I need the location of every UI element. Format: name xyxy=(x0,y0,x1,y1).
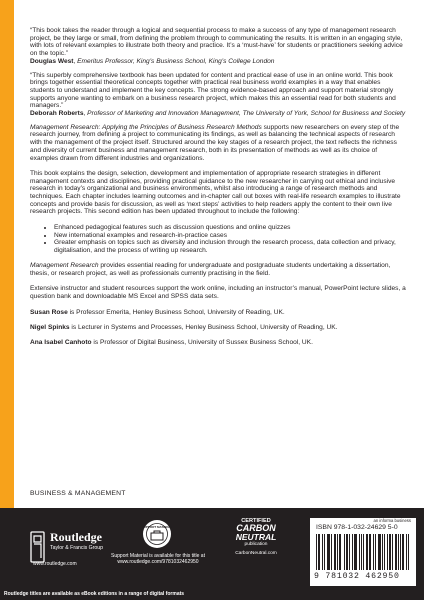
support-material-badge-icon xyxy=(142,519,172,549)
support-material-note: Support Material is available for this title at www.routledge.com/9781032462950 xyxy=(111,553,205,565)
barcode-bar xyxy=(369,534,370,570)
barcode-bar xyxy=(318,534,319,570)
barcode-bar xyxy=(322,534,323,570)
carbon-neutral-badge xyxy=(226,518,286,556)
support-badge-label: SUPPORT MATERIAL xyxy=(142,525,172,529)
feature-item: • Greater emphasis on topics such as diversity and inclusion through the research process, data collection and privacy, digitalisation, and the process of writing up research. xyxy=(54,239,406,254)
barcode-bar xyxy=(367,534,368,570)
barcode-bar xyxy=(356,534,357,570)
barcode-bar xyxy=(375,534,376,570)
feature-item: • New international examples and research-in-practice cases xyxy=(54,232,406,240)
author-bio-text: is Lecturer in Systems and Processes, Henley Business School, University of Reading, UK. xyxy=(69,323,338,331)
barcode-bar xyxy=(398,534,399,570)
barcode-bar xyxy=(352,534,353,570)
author-bio-text: is Professor of Digital Business, University of Sussex Business School, UK. xyxy=(91,339,313,347)
carbon-certified: CERTIFIED xyxy=(241,518,271,524)
quote-1: “This book takes the reader through a logical and sequential process to make a success of any type of management research project, be they large or small, from defining the problem through to communicating the results. It is written in an engaging style, with lots of relevant examples to illustrate both theory and practice. It’s a ‘must-have’ for students or practitioners seeking advice on the topic.” Douglas West, Emeritus Professor, King’s Business School, King’s College London xyxy=(30,27,403,65)
author-name: Susan Rose xyxy=(30,308,68,316)
barcode-panel xyxy=(310,518,416,586)
routledge-mark-icon xyxy=(30,530,45,564)
barcode-bar xyxy=(387,534,388,570)
barcode-bar xyxy=(380,534,381,570)
barcode-bar xyxy=(382,534,383,570)
author-bio-text: is Professor Emerita, Henley Business School, University of Reading, UK. xyxy=(67,308,285,316)
barcode-bar xyxy=(327,534,328,570)
barcode-bar xyxy=(379,534,380,570)
barcode-bar xyxy=(359,534,360,570)
barcode-bar xyxy=(389,534,390,570)
barcode-bar xyxy=(328,534,329,570)
quote-1-author: Douglas West xyxy=(30,57,74,65)
informa-tagline: an informa business xyxy=(373,518,411,523)
ebook-note: Routledge titles are available as eBook editions in a range of digital formats xyxy=(4,591,185,597)
subject-category: BUSINESS & MANAGEMENT xyxy=(30,490,126,497)
carbon-word: CARBON xyxy=(236,523,276,533)
quote-1-text: “This book takes the reader through a logical and sequential process to make a success of any type of management research project, be they large or small, from defining the problem through to communicating the results. It is written in an engaging style, with lots of relevant examples to illustrate both theory and practice. It’s a ‘must-have’ for students or practitioners seeking advice on the topic.” xyxy=(30,27,403,58)
author-bio-3 xyxy=(30,339,406,347)
publisher-name: Routledge xyxy=(50,530,102,544)
barcode-bar xyxy=(378,534,379,570)
barcode-bar xyxy=(406,534,407,570)
barcode-bar xyxy=(366,534,367,570)
feature-item: • Enhanced pedagogical features such as discussion questions and online quizzes xyxy=(54,224,406,232)
barcode-digits: 9 781032 462950 xyxy=(314,572,400,581)
author-name: Nigel Spinks xyxy=(30,323,70,331)
barcode-bar xyxy=(390,534,391,570)
barcode-bar xyxy=(346,534,347,570)
barcode-bar xyxy=(334,534,335,570)
barcode-bar xyxy=(347,534,348,570)
barcode-bar xyxy=(340,534,341,570)
neutral-word: NEUTRAL xyxy=(235,532,277,542)
barcode-bar xyxy=(408,534,409,570)
barcode-bar xyxy=(344,534,345,570)
publisher-url: www.routledge.com xyxy=(33,561,77,567)
carbon-url: CarbonNeutral.com xyxy=(235,551,277,556)
barcode-bar xyxy=(363,534,364,570)
description-p3-text: provides essential reading for undergraduate and postgraduate students undertaking a dissertation, thesis, or research project, as well as professionals currently practising in the field. xyxy=(30,262,391,278)
barcode-bar xyxy=(339,534,340,570)
publisher-group: Taylor & Francis Group xyxy=(50,545,104,551)
carbon-publication: publication xyxy=(244,542,268,547)
cover-footer xyxy=(0,508,424,600)
quote-1-affiliation: Emeritus Professor, King’s Business School, King’s College London xyxy=(77,57,275,65)
description-p3 xyxy=(30,262,406,277)
barcode-bar xyxy=(324,534,325,570)
barcode-bar xyxy=(337,534,338,570)
barcode-bar xyxy=(396,534,397,570)
barcode-bar xyxy=(354,534,355,570)
description-p1 xyxy=(30,124,406,163)
author-bio-2 xyxy=(30,324,406,332)
isbn-number: ISBN 978-1-032-24629 5-0 xyxy=(316,524,398,531)
author-name: Ana Isabel Canhoto xyxy=(30,339,92,347)
quote-2-affiliation: Professor of Marketing and Innovation Management, The University of York, School for Business and Society xyxy=(87,110,406,118)
barcode-bar xyxy=(400,534,401,570)
cover-text xyxy=(30,27,406,355)
barcode-bar xyxy=(319,534,320,570)
description-p2: This book explains the design, selection, development and implementation of appropriate research strategies in different management contexts and disciplines, providing practical guidance to the new researcher in carrying out ethical and inclusive research in today’s organizational and business environments, whilst also introducing a range of research methods and techniques. Each chapter includes learning outcomes and in-chapter call out boxes with real-life research examples to illustrate concepts and provide basis for discussion, as well as ‘next steps’ activities to help readers apply the content to their own live research projects. This second edition has been updated throughout to include the following: xyxy=(30,169,401,216)
accent-stripe xyxy=(0,0,14,508)
barcode-bar xyxy=(329,534,330,570)
quote-2-text: “This superbly comprehensive textbook has been updated for content and practical ease of use in an online world. This book brings together essential theoretical concepts together with practical real business world examples in a way that enables students to understand and implement the key concepts. The strong evidence-based approach and support material strongly supports anyone wanting to embark on a business research project, which makes this an essential read for both students and managers.” xyxy=(30,71,396,110)
book-title-inline: Management Research: Applying the Principles of Business Research Methods xyxy=(30,123,262,131)
barcode-bar xyxy=(403,534,404,570)
barcode-bar xyxy=(331,534,332,570)
barcode-bar xyxy=(335,534,336,570)
book-title-inline: Management Research xyxy=(30,262,99,270)
barcode-bar xyxy=(402,534,403,570)
barcode-bar xyxy=(370,534,371,570)
barcode-bar xyxy=(373,534,374,570)
barcode-bar xyxy=(392,534,393,570)
barcode-bar xyxy=(355,534,356,570)
author-bio-1 xyxy=(30,309,406,317)
feature-list xyxy=(30,224,406,255)
description-p4: Extensive instructor and student resources support the work online, including an instructor’s manual, PowerPoint lecture slides, a question bank and downloadable MS Excel and SPSS data sets. xyxy=(30,285,406,301)
description-p1-text: supports new researchers on every step of the research journey, from defining a project to communicating its findings, as well as balancing the technical aspects of research with the management of the project itself. Structured around the key stages of a research project, the text reflects the richness and diversity of current business and management research, both in its presentation of methods as well as its choice of examples drawn from different industries and organizations. xyxy=(30,123,400,162)
barcode-bar xyxy=(384,534,385,570)
quote-2: “This superbly comprehensive textbook has been updated for content and practical ease of use in an online world. This book brings together essential theoretical concepts together with practical real business world examples in a way that enables students to understand and implement the key concepts. The strong evidence-based approach and support material strongly supports anyone wanting to embark on a business research project, which makes this an essential read for both students and managers.” Deborah Roberts, Professor of Marketing and Innovation Management, The University of York, School for Business and Society xyxy=(30,71,406,118)
barcode-bar xyxy=(349,534,350,570)
barcode-bar xyxy=(316,534,317,570)
barcode-icon xyxy=(316,534,410,570)
barcode-bar xyxy=(395,534,396,570)
quote-2-author: Deborah Roberts xyxy=(30,110,84,118)
barcode-bar xyxy=(361,534,362,570)
